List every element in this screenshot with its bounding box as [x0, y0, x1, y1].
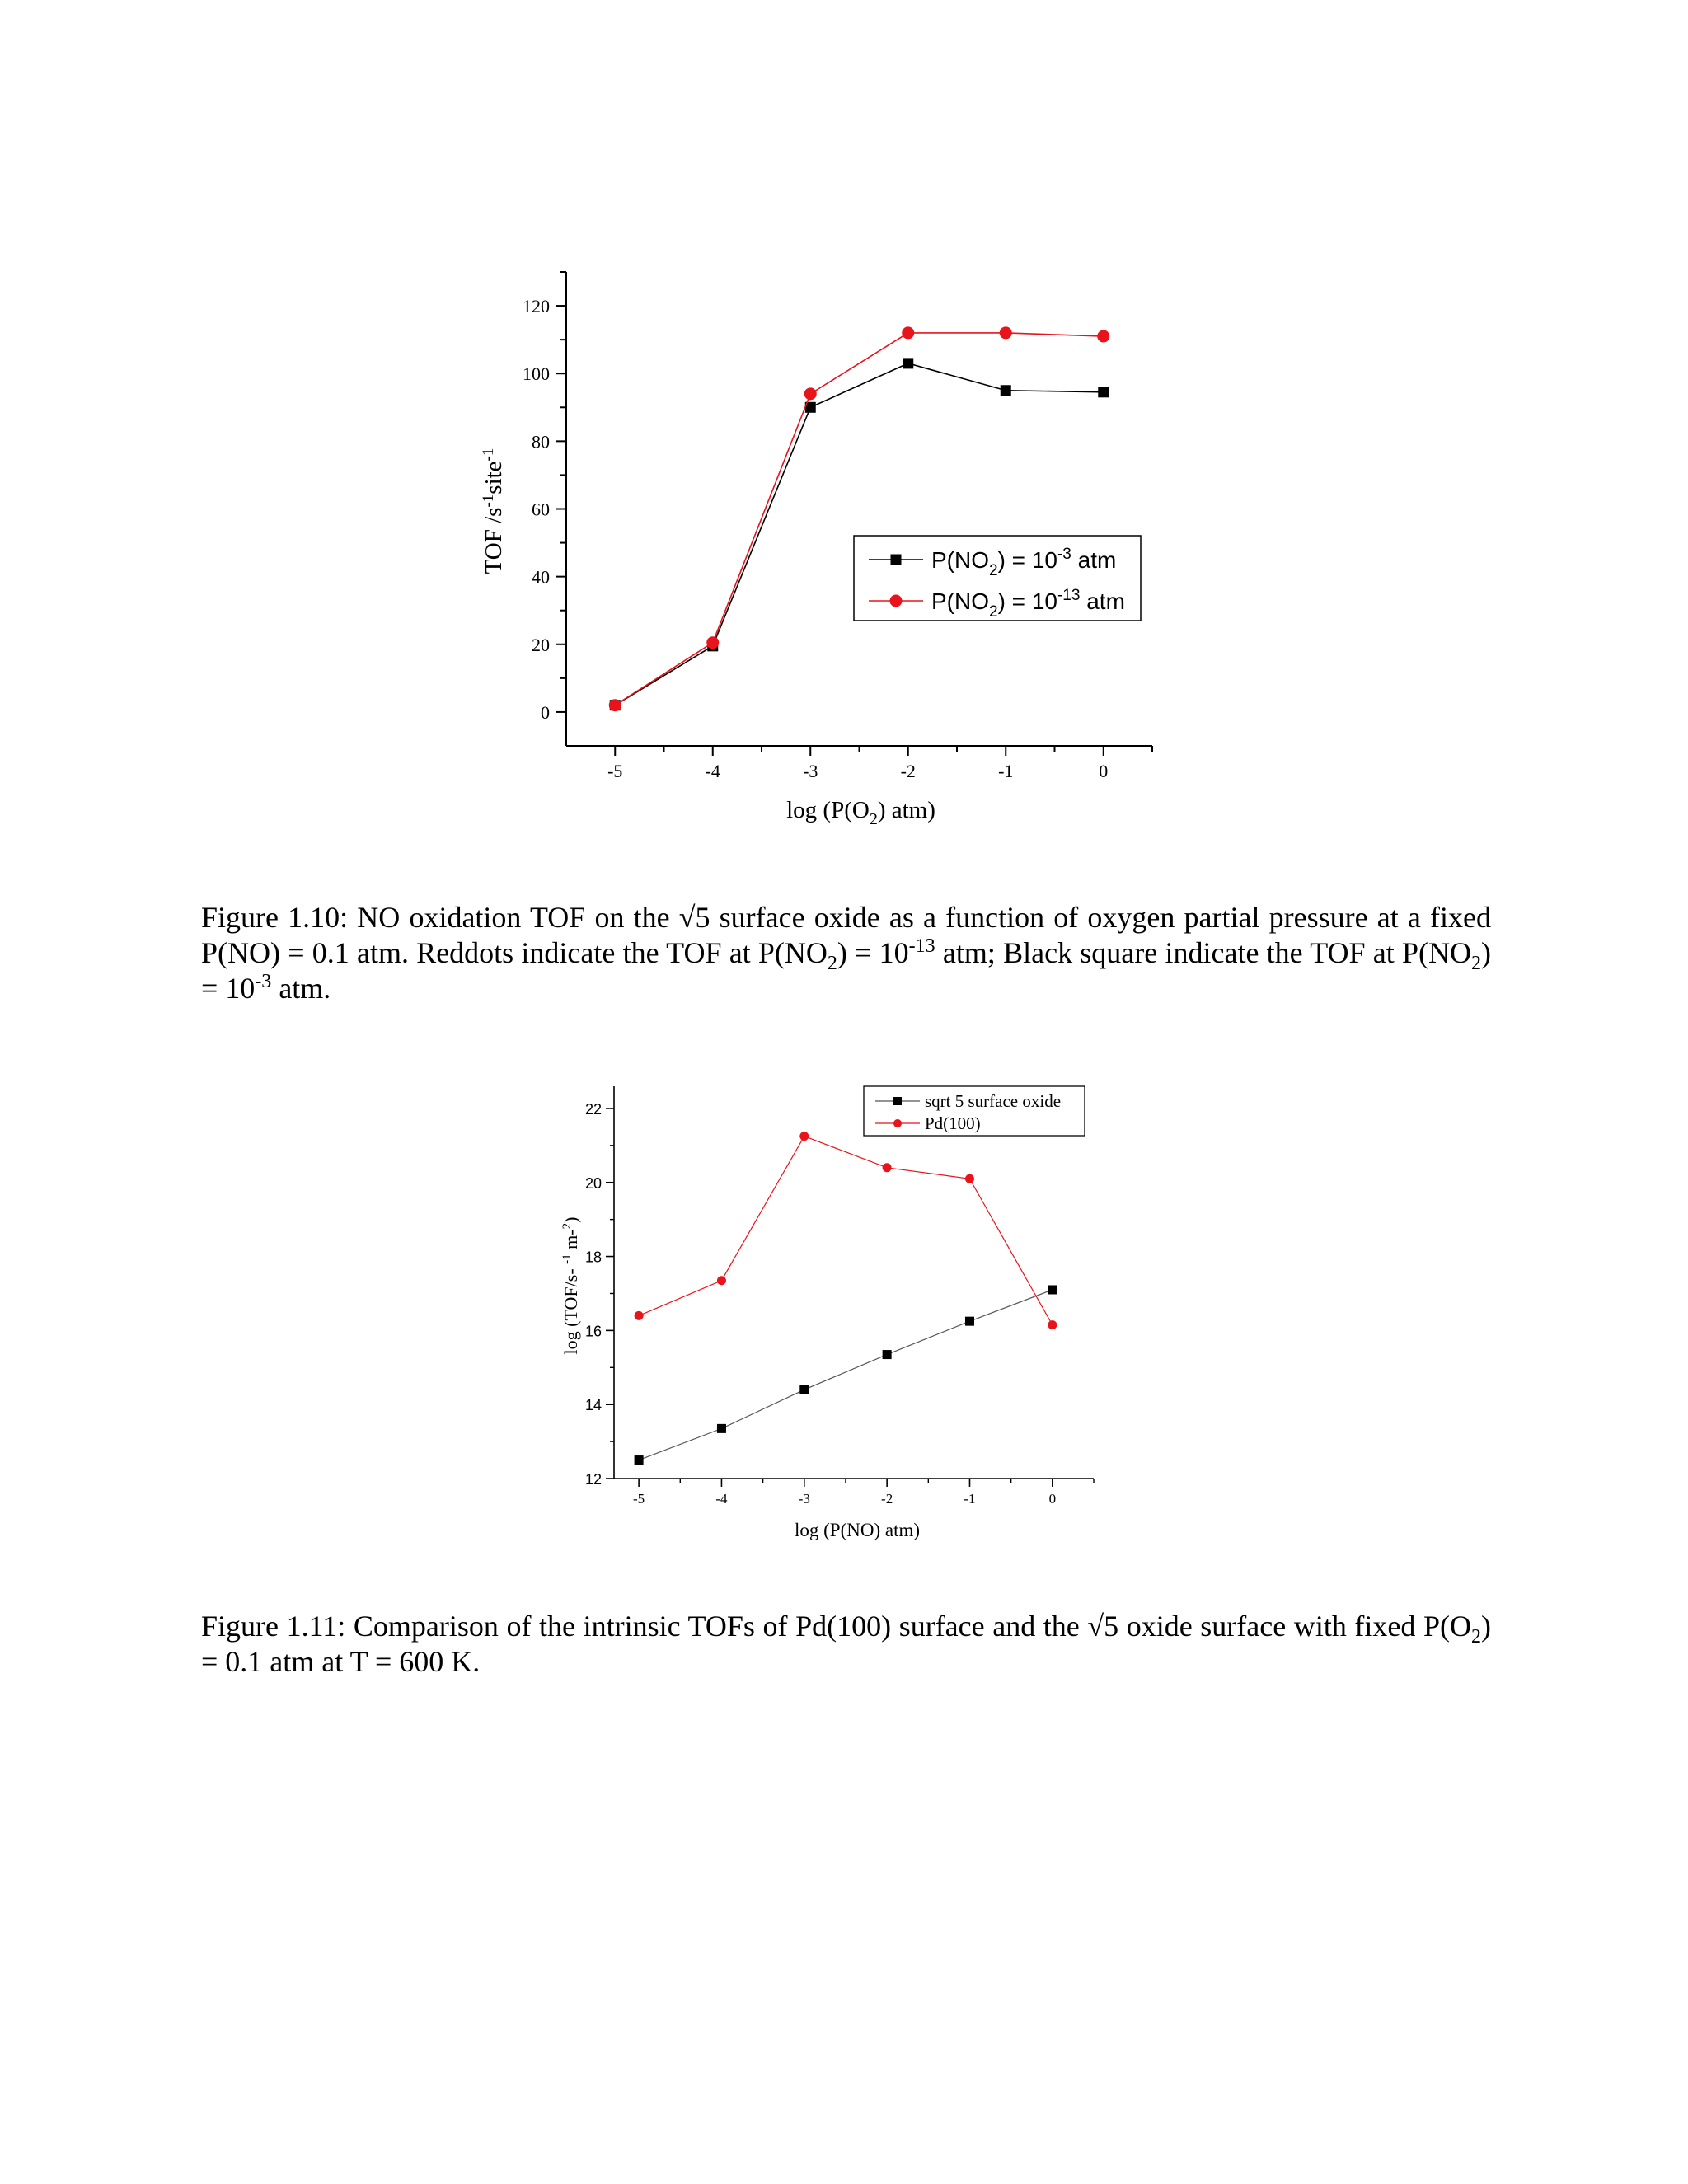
x-tick-label: -1	[964, 1491, 976, 1507]
y-tick-label: 20	[532, 634, 550, 655]
y-axis-label: TOF $/s^{-1}site^{-1}$	[480, 448, 507, 574]
legend-marker	[893, 1097, 902, 1105]
x-tick-label: -3	[798, 1491, 810, 1507]
x-tick-label: -1	[998, 761, 1014, 781]
figure-1-10-caption: Figure 1.10: NO oxidation TOF on the √5 surface oxide as a function of oxygen partial pressure at a fixed P(NO) = 0.1 atm. Reddots indicate the TOF at $P(NO_2) = 10^{-13}$ atm; Black square indicate the TOF at $P(NO_2) = 10^{-3}$ atm.	[201, 901, 1491, 1005]
data-point	[799, 1132, 809, 1141]
y-tick-label: 20	[584, 1174, 602, 1192]
y-tick-label: 12	[584, 1471, 602, 1488]
series-1	[635, 1285, 1057, 1465]
y-tick-label: 100	[523, 363, 550, 385]
data-point	[1048, 1320, 1057, 1329]
data-point	[717, 1276, 726, 1285]
legend-label: $P(NO_2) = 10^{-3}$ atm	[931, 546, 1117, 579]
series-line	[639, 1137, 1053, 1325]
x-axis-label: $\log (P(O_2)$ atm)	[786, 797, 935, 828]
y-tick-label: 14	[584, 1397, 602, 1414]
y-tick-label: 80	[532, 431, 550, 452]
data-point	[635, 1455, 644, 1465]
y-tick-label: 0	[541, 701, 550, 723]
x-tick-label: -2	[881, 1491, 893, 1507]
legend-label: $P(NO_2) = 10^{-13}$ atm	[931, 587, 1125, 621]
data-point	[965, 1317, 974, 1326]
x-tick-label: -5	[633, 1491, 645, 1507]
data-point	[883, 1163, 892, 1172]
x-tick-label: -2	[900, 761, 916, 781]
y-axis-label: log (TOF/s- $^{-1}$ m-$^2$)	[560, 1216, 581, 1355]
legend-label: Pd(100)	[925, 1113, 981, 1133]
series-2	[635, 1132, 1057, 1329]
y-tick-label: 60	[532, 499, 550, 520]
y-tick-label: 18	[584, 1249, 602, 1266]
data-point	[799, 1385, 809, 1394]
series-line	[639, 1290, 1053, 1460]
y-tick-label: 22	[584, 1100, 602, 1118]
data-point	[883, 1350, 892, 1359]
x-tick-label: -3	[803, 761, 818, 781]
data-point	[1048, 1285, 1057, 1294]
y-tick-label: 16	[584, 1323, 602, 1340]
x-tick-label: 0	[1048, 1491, 1057, 1507]
data-point	[635, 1311, 644, 1320]
figure-1-11-caption: Figure 1.11: Comparison of the intrinsic TOFs of Pd(100) surface and the √5 oxide surface with fixed $P(O_2) = 0.1$ atm at T = 600 K.	[201, 1610, 1491, 1678]
x-axis-label: log (P(NO) atm)	[794, 1520, 921, 1540]
x-tick-label: -5	[607, 761, 623, 781]
y-tick-label: 40	[532, 566, 550, 588]
legend-label: sqrt 5 surface oxide	[925, 1091, 1062, 1111]
x-tick-label: 0	[1099, 761, 1109, 781]
data-point	[965, 1174, 974, 1183]
legend	[864, 1086, 1085, 1136]
y-tick-label: 120	[523, 296, 550, 317]
legend-marker	[893, 1119, 902, 1127]
x-tick-label: -4	[715, 1491, 728, 1507]
data-point	[717, 1424, 726, 1433]
x-tick-label: -4	[705, 761, 720, 781]
